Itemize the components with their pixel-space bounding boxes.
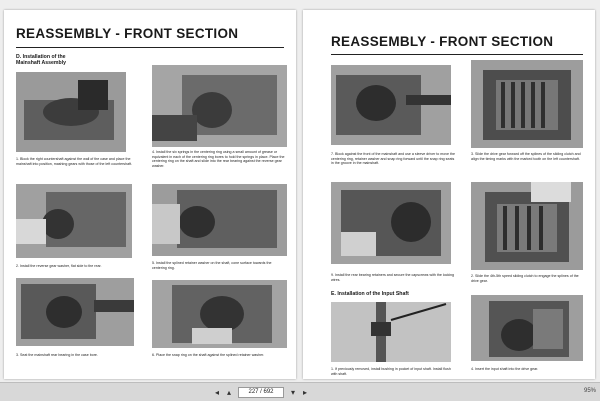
photo-step-1 xyxy=(16,72,126,152)
photo-step-7 xyxy=(331,65,451,145)
photo-step-5 xyxy=(152,184,287,256)
page-indicator[interactable]: 227 / 692 xyxy=(238,387,284,398)
section-heading: D. Installation of the Mainshaft Assembly xyxy=(16,54,66,67)
caption-step-4: 4. Install the six springs in the centering ring using a small amount of grease or equivalent in each of the centering ring bores to hold the springs in place. Place the centering ring on the shaft and slide into the rear bearing against the reverse gear washer. xyxy=(152,150,285,168)
page-title: REASSEMBLY - FRONT SECTION xyxy=(16,26,239,41)
caption-step-7: 7. Block against the front of the mainshaft and use a sleeve driver to move the centering ring, retainer washer and snap ring forward until the snap ring seats in the groove in the mainshaft. xyxy=(331,152,456,165)
photo-step-6 xyxy=(152,280,287,348)
zoom-level: 95% xyxy=(583,388,596,394)
caption-step-5: 5. Install the splined retainer washer on the shaft, cone surface towards the centering ring. xyxy=(152,261,272,270)
caption-step-3: 3. Seat the mainshaft rear bearing in the case bore. xyxy=(16,353,98,357)
photo-step-2b xyxy=(471,182,583,270)
caption-step-2b: 2. Slide the 4th-5th speed sliding clutch to engage the splines of the drive gear. xyxy=(471,274,579,283)
caption-step-1b: 1. If previously removed, install bushing in pocket of input shaft. Install flush with shaft. xyxy=(331,367,451,376)
title-rule xyxy=(331,54,583,55)
caption-step-2: 2. Install the reverse gear washer, flat side to the rear. xyxy=(16,264,102,268)
first-page-icon[interactable]: ▴ xyxy=(226,388,231,397)
photo-step-9 xyxy=(331,182,451,264)
caption-step-9: 9. Install the rear bearing retainers and secure the capscrews with the locking wires. xyxy=(331,273,455,282)
caption-step-1: 1. Block the right countershaft against the wall of the case and place the mainshaft into position, mashing gears with those of the left countershaft. xyxy=(16,157,133,166)
photo-step-2 xyxy=(16,184,132,258)
page-title: REASSEMBLY - FRONT SECTION xyxy=(331,34,554,49)
last-page-icon[interactable]: ▸ xyxy=(302,388,307,397)
photo-step-3 xyxy=(16,278,134,346)
photo-step-1b xyxy=(331,302,451,362)
caption-step-6: 6. Place the snap ring on the shaft against the splined retainer washer. xyxy=(152,353,265,357)
title-rule xyxy=(16,47,284,48)
viewer-toolbar xyxy=(0,382,600,401)
caption-step-4b: 4. Insert the input shaft into the drive gear. xyxy=(471,367,539,371)
caption-step-3b: 3. Slide the drive gear forward off the splines of the sliding clutch and align the timing marks with the marked tooth on the left countershaft. xyxy=(471,152,581,161)
document-page-right xyxy=(303,10,595,379)
section-heading: E. Installation of the Input Shaft xyxy=(331,291,409,297)
prev-page-icon[interactable]: ◂ xyxy=(214,388,219,397)
document-page-left xyxy=(4,10,296,379)
photo-step-4 xyxy=(152,65,287,147)
photo-step-3b xyxy=(471,60,583,148)
next-page-icon[interactable]: ▾ xyxy=(290,388,295,397)
photo-step-4b xyxy=(471,295,583,361)
